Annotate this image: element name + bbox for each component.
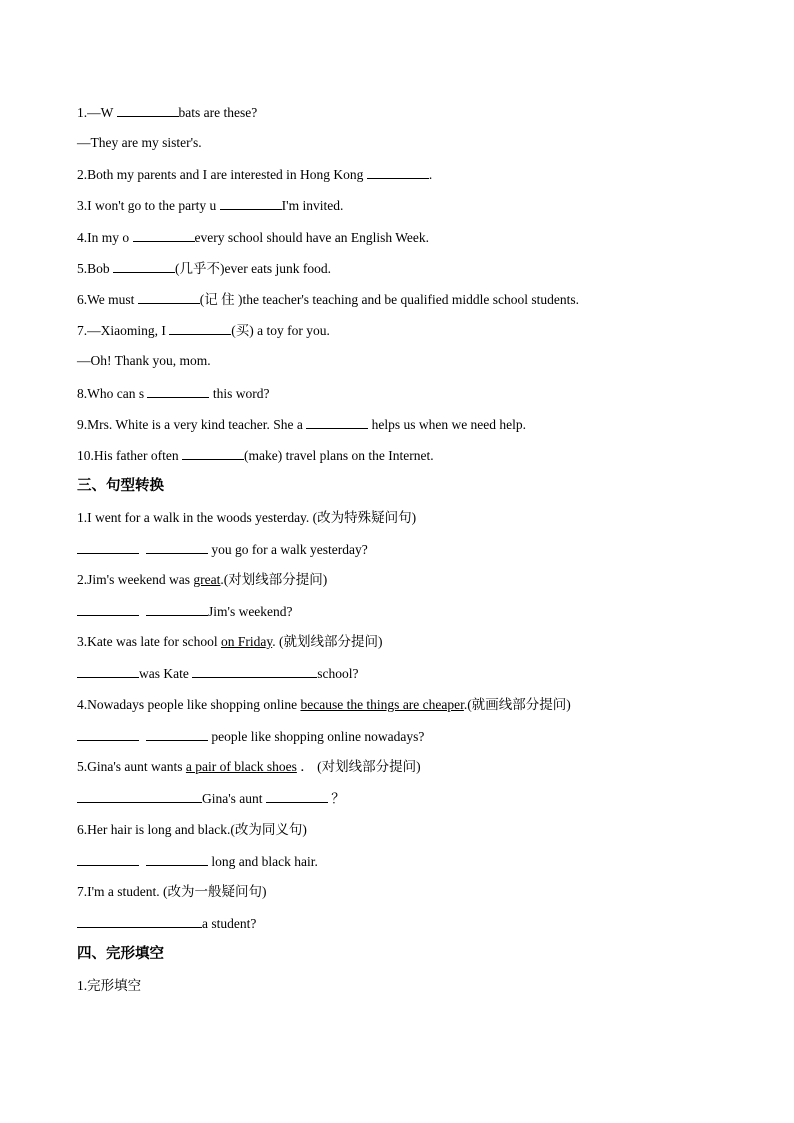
transform-question-4: 4.Nowadays people like shopping online because the things are cheaper.(就画线部分提问) <box>77 697 571 712</box>
transform-question-7: 7.I'm a student. (改为一般疑问句) <box>77 884 267 899</box>
answer-blank[interactable] <box>113 260 175 273</box>
answer-line-1: you go for a walk yesterday? <box>77 541 368 558</box>
answer-blank[interactable] <box>77 790 202 803</box>
question-line-10: 10.His father often (make) travel plans on the Internet. <box>77 448 434 463</box>
question-line-4: 4.In my o every school should have an English Week. <box>77 230 429 245</box>
question-line-7: 7.—Xiaoming, I (买) a toy for you. <box>77 323 330 338</box>
transform-question-3: 3.Kate was late for school on Friday. (就划线部分提问) <box>77 634 383 649</box>
answer-blank[interactable] <box>133 229 195 242</box>
question-line-9: 9.Mrs. White is a very kind teacher. She a helps us when we need help. <box>77 417 527 432</box>
answer-blank[interactable] <box>77 728 139 741</box>
question-line-6: 6.We must (记 住 )the teacher's teaching and be qualified middle school students. <box>77 292 579 307</box>
answer-blank[interactable] <box>146 541 208 554</box>
answer-blank[interactable] <box>220 197 282 210</box>
answer-blank[interactable] <box>192 665 317 678</box>
answer-line-7: a student? <box>77 915 256 932</box>
answer-blank[interactable] <box>367 166 429 179</box>
answer-line-5: Gina's aunt ？ <box>77 790 345 807</box>
question-line-1: 1.—W bats are these? <box>77 105 258 120</box>
answer-blank[interactable] <box>77 603 139 616</box>
answer-blank[interactable] <box>169 322 231 335</box>
transform-question-1: 1.I went for a walk in the woods yesterday. (改为特殊疑问句) <box>77 510 417 525</box>
answer-blank[interactable] <box>266 790 328 803</box>
answer-blank[interactable] <box>77 665 139 678</box>
question-line-2: 2.Both my parents and I are interested in Hong Kong . <box>77 167 433 182</box>
answer-blank[interactable] <box>77 915 202 928</box>
answer-line-2: Jim's weekend? <box>77 603 293 620</box>
answer-line-6: long and black hair. <box>77 853 318 870</box>
answer-blank[interactable] <box>306 416 368 429</box>
answer-line-4: people like shopping online nowadays? <box>77 728 424 745</box>
answer-blank[interactable] <box>146 853 208 866</box>
question-line-5: 5.Bob (几乎不)ever eats junk food. <box>77 261 331 276</box>
answer-line-3: was Kate school? <box>77 665 358 682</box>
question-line-8: 8.Who can s this word? <box>77 386 270 401</box>
transform-question-2: 2.Jim's weekend was great.(对划线部分提问) <box>77 572 328 587</box>
transform-question-6: 6.Her hair is long and black.(改为同义句) <box>77 822 307 837</box>
answer-blank[interactable] <box>146 728 208 741</box>
section-heading: 三、句型转换 <box>77 478 164 494</box>
answer-blank[interactable] <box>77 541 139 554</box>
answer-blank[interactable] <box>138 291 200 304</box>
answer-blank[interactable] <box>182 447 244 460</box>
cloze-item: 1.完形填空 <box>77 978 142 993</box>
answer-blank[interactable] <box>77 853 139 866</box>
dialogue-line: —Oh! Thank you, mom. <box>77 353 211 368</box>
answer-blank[interactable] <box>147 385 209 398</box>
answer-blank[interactable] <box>146 603 208 616</box>
question-line-3: 3.I won't go to the party u I'm invited. <box>77 198 344 213</box>
dialogue-line: —They are my sister's. <box>77 135 202 150</box>
transform-question-5: 5.Gina's aunt wants a pair of black shoes ． (对划线部分提问) <box>77 759 421 774</box>
answer-blank[interactable] <box>117 104 179 117</box>
section-heading: 四、完形填空 <box>77 946 164 962</box>
